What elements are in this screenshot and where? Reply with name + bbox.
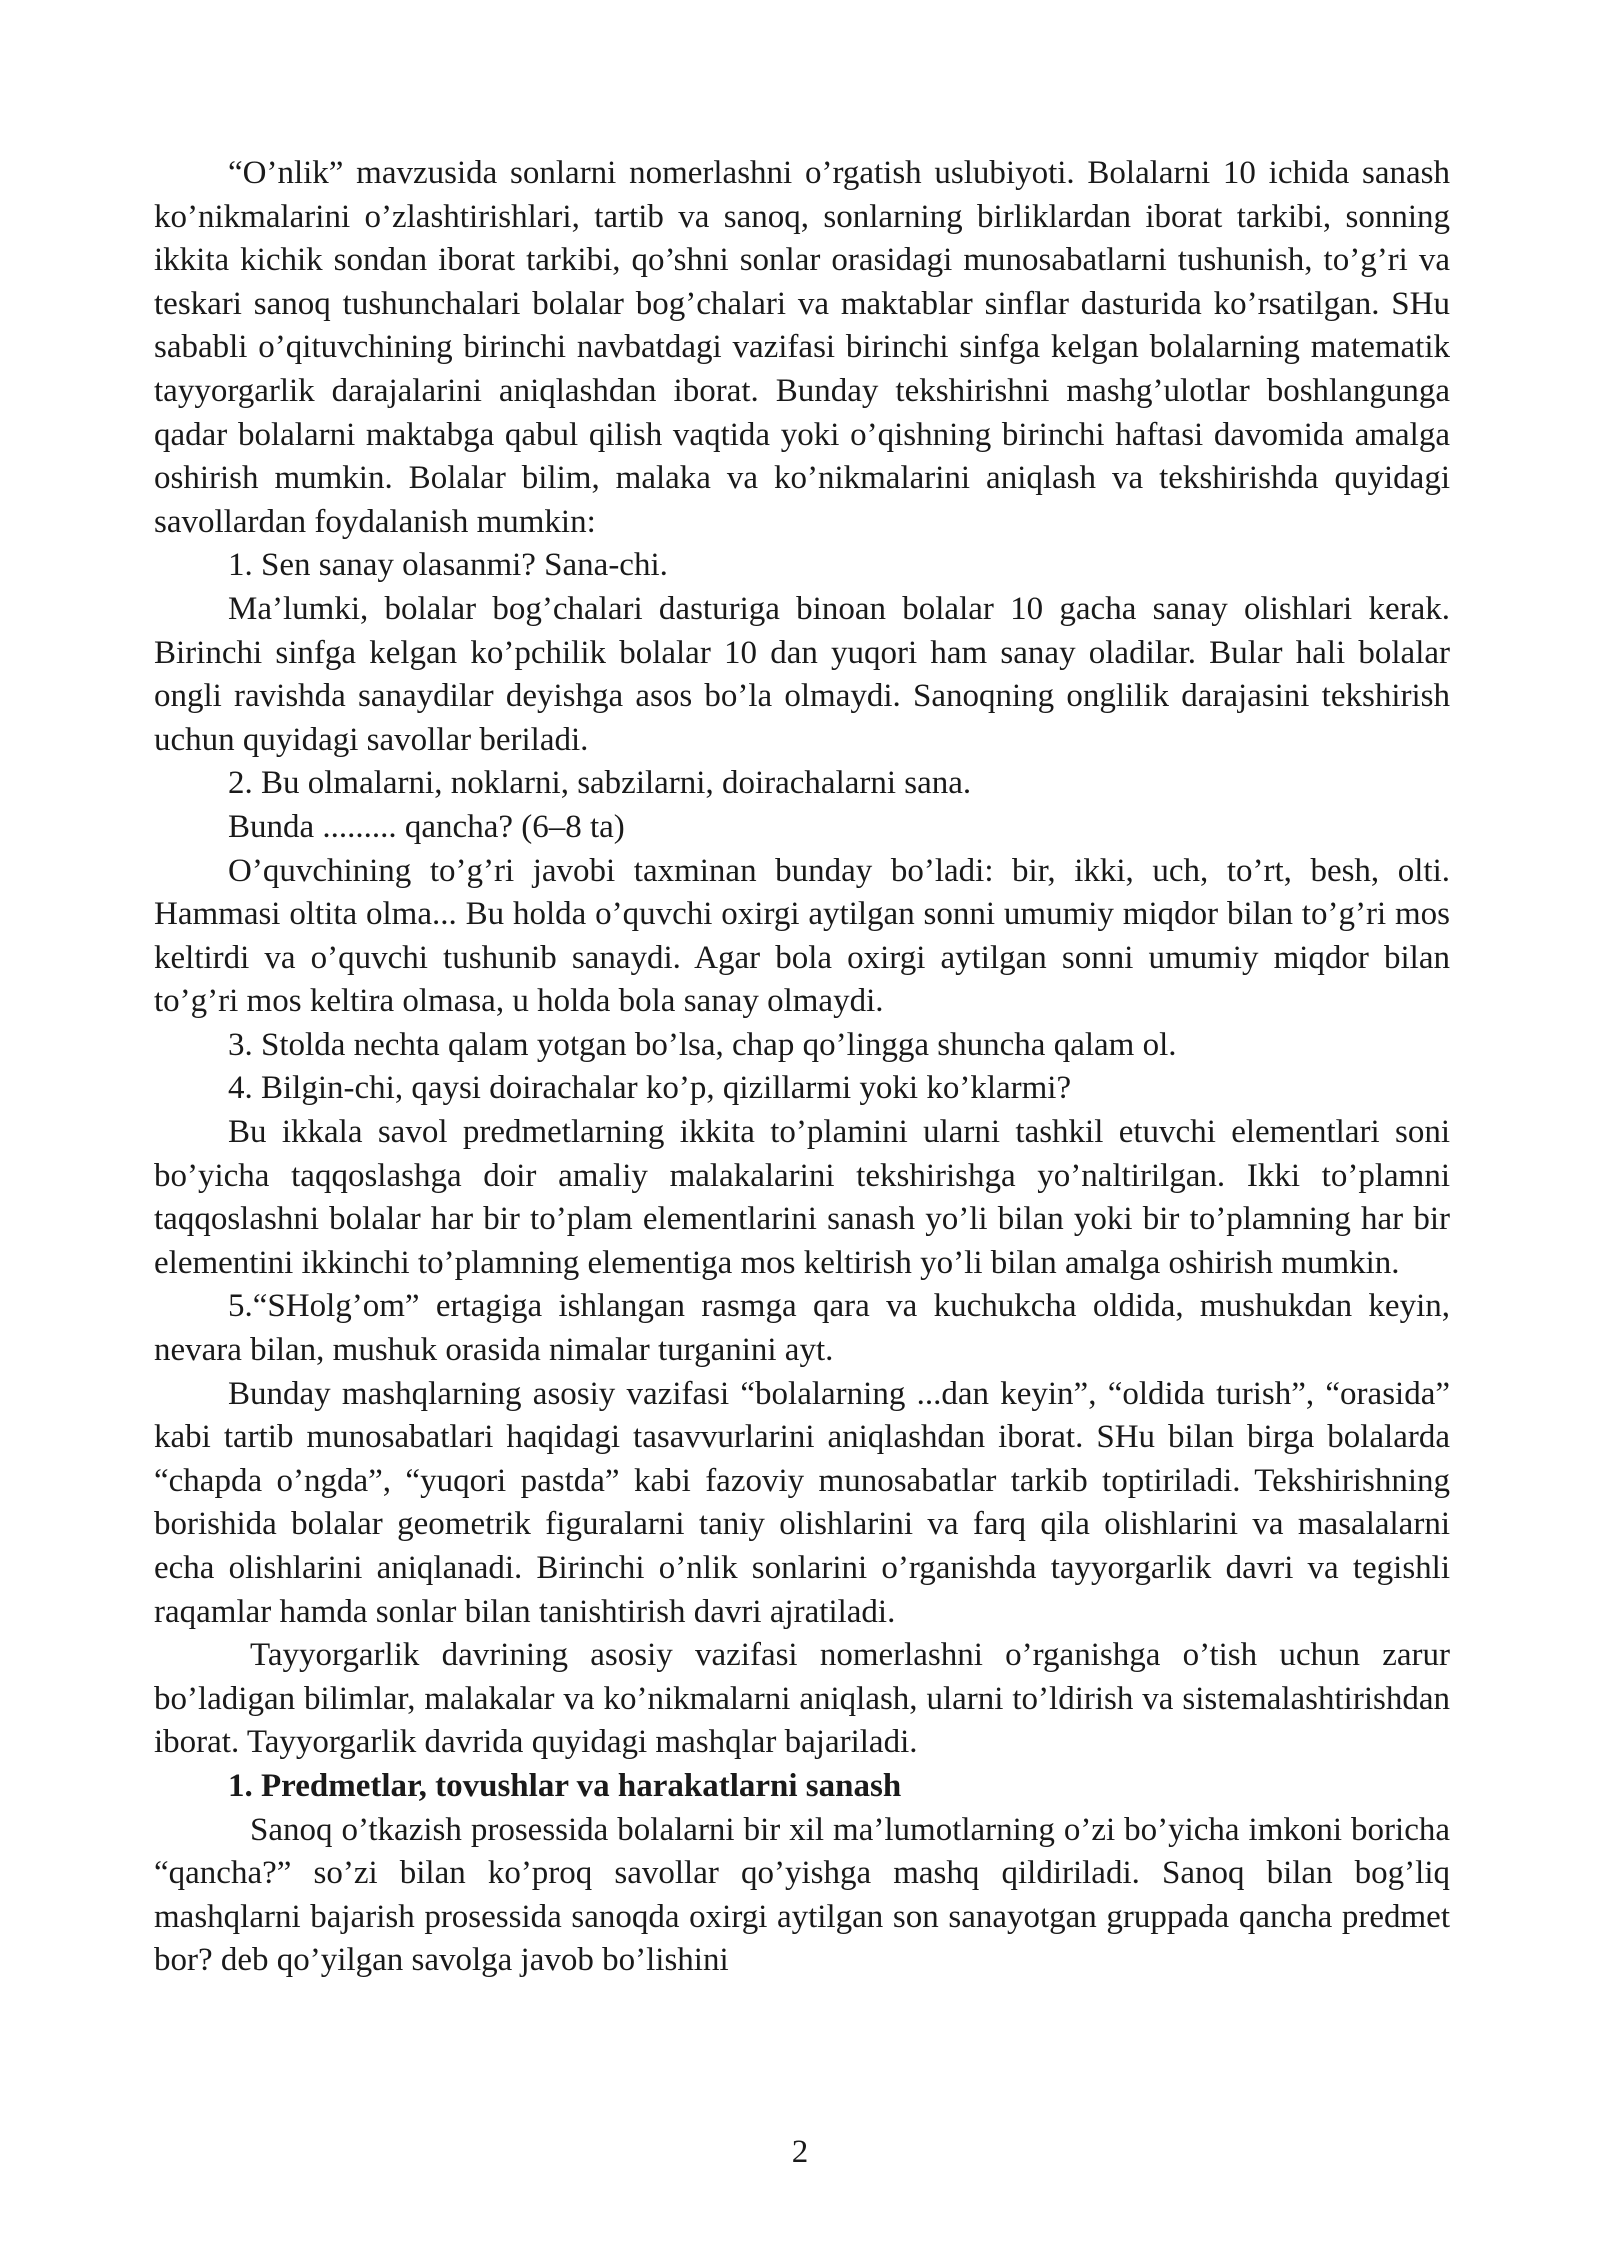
paragraph-preparation-period: Tayyorgarlik davrining asosiy vazifasi nomerlashni o’rganishga o’tish uchun zarur bo’ladigan bilimlar, malakalar va ko’nikmalarni aniqlash, ularni to’ldirish va sistemalashtirishdan iborat. Tayyorgarlik davrida quyidagi mashqlar bajariladi. [154, 1637, 1450, 1761]
paragraph-counting-explanation: Ma’lumki, bolalar bog’chalari dasturiga binoan bolalar 10 gacha sanay olishlari kerak. Birinchi sinfga kelgan ko’pchilik bolalar 10 dan yuqori ham sanay oladilar. Bular hali bolalar ongli ravishda sanaydilar deyishga asos bo’la olmaydi. Sanoqning onglilik darajasini tekshirish uchun quyidagi savollar beriladi. [154, 590, 1450, 758]
question-5: 5.“SHolg’om” ertagiga ishlangan rasmga qara va kuchukcha oldida, mushukdan keyin, nevara bilan, mushuk orasida nimalar turganini ayt. [154, 1288, 1450, 1369]
document-page [154, 152, 1450, 1983]
section-heading: 1. Predmetlar, tovushlar va harakatlarni sanash [228, 1767, 902, 1804]
paragraph-intro: “O’nlik” mavzusida sonlarni nomerlashni o’rgatish uslubiyoti. Bolalarni 10 ichida sanash ko’nikmalarini o’zlashtirishlari, tartib va sanoq, sonlarning birliklardan iborat tarkibi, sonning ikkita kichik sondan iborat tarkibi, qo’shni sonlar orasidagi munosabatlarni tushunish, to’g’ri va teskari sanoq tushunchalari bolalar bog’chalari va maktablar sinflar dasturida ko’rsatilgan. SHu sababli o’qituvchining birinchi navbatdagi vazifasi birinchi sinfga kelgan bolalarning matematik tayyorgarlik darajalarini aniqlashdan iborat. Bunday tekshirishni mashg’ulotlar boshlangunga qadar bolalarni maktabga qabul qilish vaqtida yoki o’qishning birinchi haftasi davomida amalga oshirish mumkin. Bolalar bilim, malaka va ko’nikmalarini aniqlash va tekshirishda quyidagi savollardan foydalanish mumkin: [154, 155, 1450, 540]
question-4: 4. Bilgin-chi, qaysi doirachalar ko’p, qizillarmi yoki ko’klarmi? [228, 1070, 1072, 1107]
paragraph-order-relations: Bunday mashqlarning asosiy vazifasi “bolalarning ...dan keyin”, “oldida turish”, “orasida” kabi tartib munosabatlari haqidagi tasavvurlarini aniqlashdan iborat. SHu bilan birga bolalarda “chapda o’ngda”, “yuqori pastda” kabi fazoviy munosabatlar tarkib toptiriladi. Tekshirishning borishida bolalar geometrik figuralarni taniy olishlarini va farq qila olishlarini va masalalarni echa olishlarini aniqlanadi. Birinchi o’nlik sonlarini o’rganishda tayyorgarlik davri va tegishli raqamlar hamda sonlar bilan tanishtirish davri ajratiladi. [154, 1375, 1450, 1630]
question-1: 1. Sen sanay olasanmi? Sana-chi. [228, 547, 668, 584]
paragraph-comparison: Bu ikkala savol predmetlarning ikkita to’plamini ularni tashkil etuvchi elementlari soni bo’yicha taqqoslashga doir amaliy malakalarini tekshirishga yo’naltirilgan. Ikki to’plamni taqqoslashni bolalar har bir to’plam elementlarini sanash yo’li bilan yoki bir to’plamning har bir elementini ikkinchi to’plamning elementiga mos keltirish yo’li bilan amalga oshirish mumkin. [154, 1114, 1450, 1281]
question-2: 2. Bu olmalarni, noklarni, sabzilarni, doirachalarni sana. [228, 765, 972, 802]
paragraph-counting-process: Sanoq o’tkazish prosessida bolalarni bir xil ma’lumotlarning o’zi bo’yicha imkoni boricha “qancha?” so’zi bilan ko’proq savollar qo’yishga mashq qildiriladi. Sanoq bilan bog’liq mashqlarni bajarish prosessida sanoqda oxirgi aytilgan son sanayotgan gruppada qancha predmet bor? deb qo’yilgan savolga javob bo’lishini [154, 1811, 1450, 1979]
page-number: 2 [791, 2134, 809, 2170]
question-3: 3. Stolda nechta qalam yotgan bo’lsa, chap qo’lingga shuncha qalam ol. [228, 1026, 1177, 1063]
question-2-followup: Bunda ......... qancha? (6–8 ta) [228, 808, 625, 845]
paragraph-answer-example: O’quvchining to’g’ri javobi taxminan bunday bo’ladi: bir, ikki, uch, to’rt, besh, olti. Hammasi oltita olma... Bu holda o’quvchi oxirgi aytilgan sonni umumiy miqdor bilan to’g’ri mos keltirdi va o’quvchi tushunib sanaydi. Agar bola oxirgi aytilgan sonni umumiy miqdor bilan to’g’ri mos keltira olmasa, u holda bola sanay olmaydi. [154, 852, 1450, 1020]
